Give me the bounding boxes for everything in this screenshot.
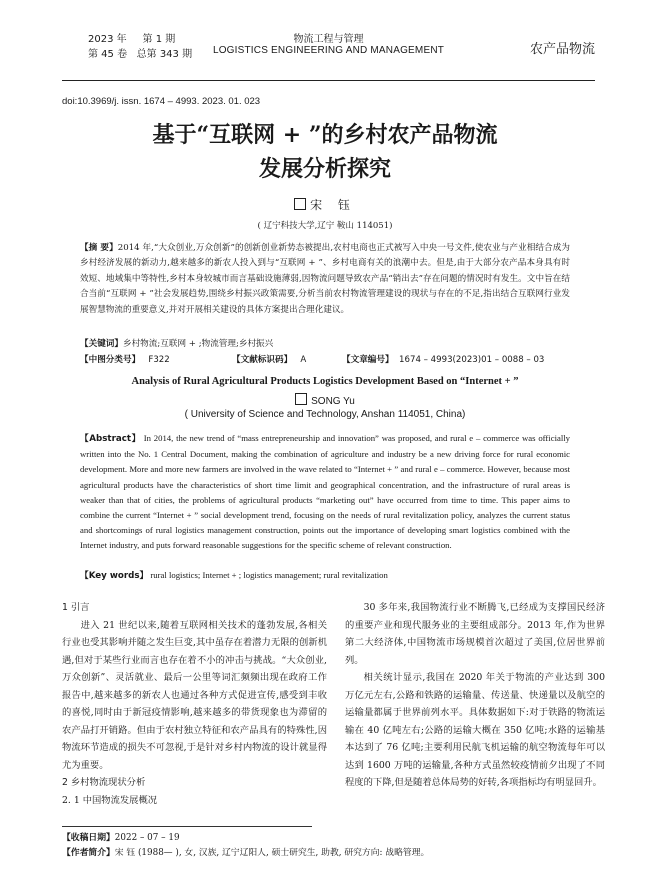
- received-value: 2022 – 07 – 19: [114, 833, 180, 843]
- keywords-en: [80, 569, 570, 581]
- keywords-cn: [80, 337, 570, 349]
- english-author-box-icon: [295, 393, 307, 405]
- journal-title-en: LOGISTICS ENGINEERING AND MANAGEMENT: [212, 45, 445, 56]
- section-1-paragraph: 进入 21 世纪以来,随着互联网相关技术的蓬勃发展,各相关行业也受其影响并随之发生巨变,其中虽存在着潜力无限的创新机遇,但对于某些行业而言也存在着不小的冲击与挑战。“大众创业,万众创新”、灵活就业、最后一公里等词汇频频出现在政府工作报告中,越来越多的新农人也通过各种方式促进宣传,感受到丰收的喜悦,同时由于新冠疫情影响,越来越多的带货现象也为滞留的农产品打开销路。但由于农村独立特征和农产品具有的特殊性,因物流环节造成的损失不可忽视,于是针对乡村内物流的设计就显得尤为重要。: [62, 619, 327, 771]
- header-volume: 第 45 卷: [88, 49, 128, 60]
- bio-value: 宋 钰 (1988— ), 女, 汉族, 辽宁辽阳人, 硕士研究生, 助教, 研究方向: 战略管理。: [114, 848, 430, 858]
- doi: doi:10.3969/j. issn. 1674 – 4993. 2023. 01. 023: [62, 96, 261, 107]
- received-label: 【收稿日期】: [62, 833, 115, 843]
- journal-title-cn: 物流工程与管理: [293, 34, 364, 45]
- keywords-en-text: rural logistics; Internet + ; logistics management; rural revitalization: [150, 570, 388, 580]
- footnote-rule: [62, 826, 312, 827]
- author-name: 宋 钰: [310, 198, 356, 212]
- english-title: Analysis of Rural Agricultural Products Logistics Development Based on “Internet + ”: [131, 376, 519, 387]
- abstract-en-text: In 2014, the new trend of “mass entrepreneurship and innovation” was proposed, and rural e – commerce was officially written into the No. 1 Central Document, making the combination of agriculture and industry be a new driving force for rural economic development. More and more new farmers are involved in the wave related to “Internet + ” and rural e – commerce. However, because most agricultural products have the characteristics of short time limit and geographical concentration, and the infrastructure of rural areas is weaker than that of cities, the problems of agricultural products “marketing out” have occurred from time to time. This paper aims to combine the current “Internet + ” social development trend, focusing on the needs of rural revitalization policy, analyzes the current status and shortcomings of rural logistics management construction, points out the importance of developing smart logistics combined with the Internet industry, and puts forward reasonable suggestions for the specific scheme of relevant construction.: [80, 433, 571, 551]
- abstract-cn-text: 2014 年,“大众创业,万众创新”的创新创业新势态被提出,农村电商也正式被写入中央一号文件,使农业与产业相结合成为乡村经济发展的新动力,越来越多的新农人投入到与“互联网 + ”、乡村电商有关的浪潮中去。但是,由于大部分农产品本身具有时效短、地域集中等特性,乡村本身较城市而言基础设施薄弱,因物流问题导致农产品“销出去”存在问题的情况时有发生。文中旨在结合当前“互联网 + ”社会发展趋势,围绕乡村振兴政策需要,分析当前农村物流管理建设的现状与存在的不足,指出结合互联网行业发展智慧物流的重要意义,并对开展相关建设的具体方案提出合理化建议。: [80, 243, 570, 315]
- doc-label: 【文献标识码】: [232, 355, 293, 365]
- abstract-en: [80, 431, 570, 554]
- section-2-1-heading: 2. 1 中国物流发展概况: [62, 794, 158, 806]
- bio-label: 【作者简介】: [62, 848, 115, 858]
- clc-value: F322: [148, 355, 170, 365]
- right-paragraph-2: 相关统计显示,我国在 2020 年关于物流的产业达到 300 万亿元左右,公路和铁路的运输量、传送量、快递量以及航空的运输量都属于世界前列水平。具体数据如下:对于铁路的物流运输在 40 亿吨左右;公路的运输大概在 350 亿吨;水路的运输基本达到了 76 亿吨;主要利用民航飞机运输的航空物流每年可以达到 1600 万吨的运输量,各种方式虽然较疫情前夕出现了不同程度的下降,但是随着总体局势的好转,各项指标均有明显回升。: [345, 672, 605, 788]
- body-column-left: [62, 599, 327, 809]
- keywords-cn-text: 乡村物流;互联网 + ;物流管理;乡村振兴: [122, 339, 274, 349]
- paper-title-line1: 基于“互联网 + ”的乡村农产品物流: [152, 122, 498, 148]
- art-value: 1674 – 4993(2023)01 – 0088 – 03: [399, 355, 545, 365]
- author-bio: [62, 845, 429, 858]
- received-date: [62, 830, 180, 843]
- body-column-right: [345, 599, 605, 792]
- section-1-heading: 1 引言: [62, 602, 90, 613]
- abstract-cn: [80, 241, 570, 318]
- keywords-en-label: 【Key words】: [80, 571, 149, 581]
- right-paragraph-1: 30 多年来,我国物流行业不断腾飞,已经成为支撑国民经济的重要产业和现代服务业的主要组成部分。2013 年,作为世界第二大经济体,中国物流市场规模首次超过了美国,位居世界前列。: [345, 602, 605, 666]
- paper-title: [0, 118, 650, 186]
- header-issue: 第 1 期: [142, 34, 176, 45]
- section-label: 农产品物流: [529, 42, 595, 57]
- abstract-cn-label: 【摘 要】: [80, 243, 118, 253]
- page-header: [62, 30, 595, 82]
- section-2-heading: 2 乡村物流现状分析: [62, 777, 146, 788]
- doc-value: A: [300, 355, 307, 365]
- abstract-en-label: 【Abstract】: [80, 434, 141, 444]
- affiliation: ( 辽宁科技大学,辽宁 鞍山 114051): [257, 221, 393, 231]
- paper-title-line2: 发展分析探究: [258, 156, 391, 182]
- english-author: [0, 393, 650, 407]
- clc-code: [80, 353, 170, 365]
- article-number: [342, 353, 544, 365]
- clc-label: 【中图分类号】: [80, 355, 141, 365]
- english-affiliation: ( University of Science and Technology, Anshan 114051, China): [184, 409, 466, 420]
- keywords-cn-label: 【关键词】: [80, 339, 123, 349]
- art-label: 【文章编号】: [342, 355, 394, 365]
- author-box-icon: [294, 198, 306, 210]
- header-year: 2023 年: [88, 34, 127, 45]
- header-rule: [62, 80, 595, 81]
- author: [0, 196, 650, 213]
- english-author-name: SONG Yu: [311, 396, 355, 407]
- header-total-issue: 总第 343 期: [136, 49, 193, 60]
- doc-code: [232, 353, 306, 365]
